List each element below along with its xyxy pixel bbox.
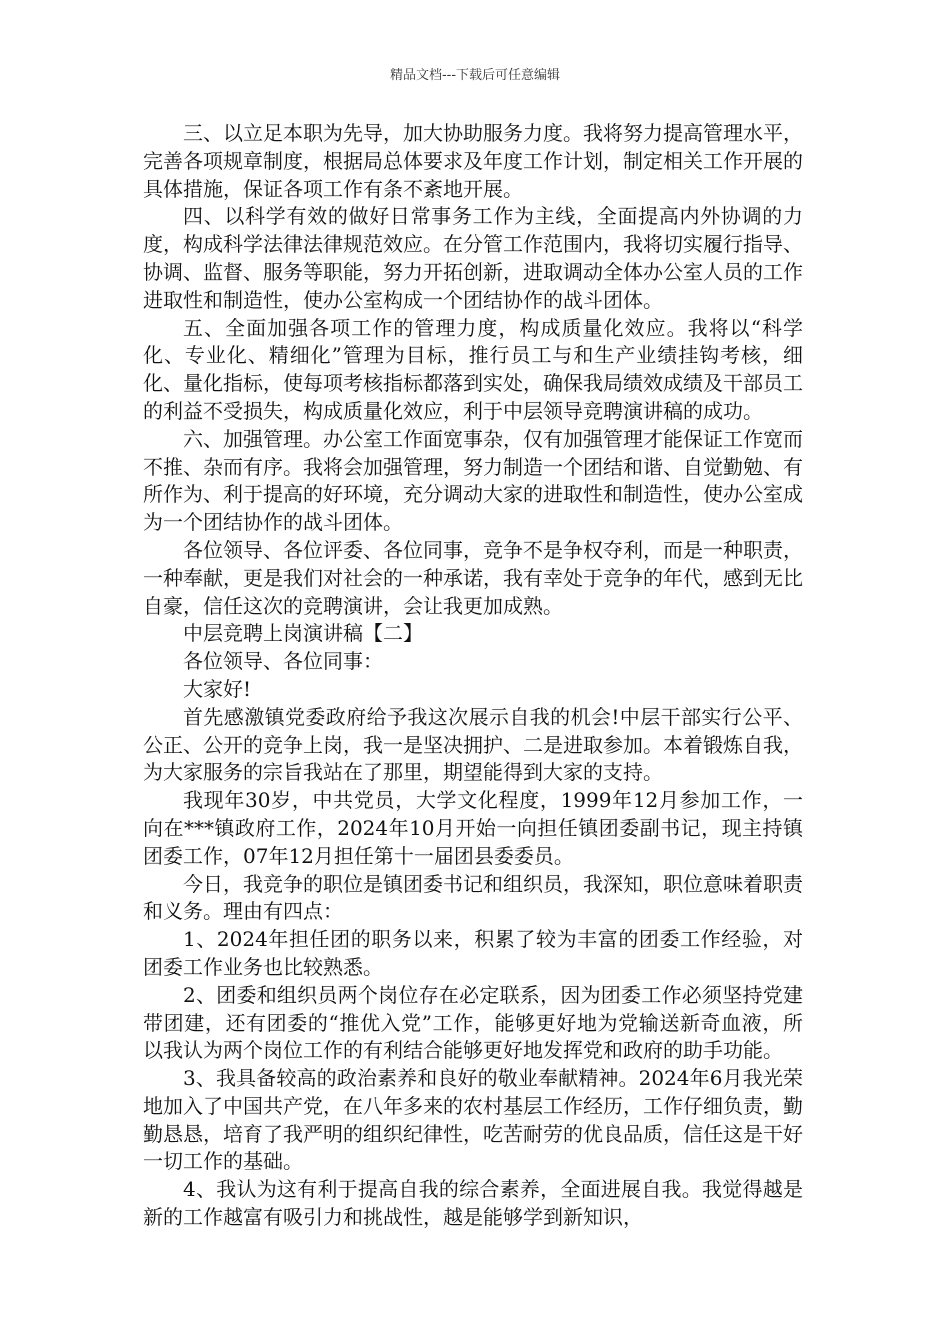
document-body: [143, 120, 803, 1232]
paragraph: 我现年30岁，中共党员，大学文化程度，1999年12月参加工作，一向在***镇政府工作，2024年10月开始一向担任镇团委副书记，现主持镇团委工作，07年12月担任第十一届团县委委员。: [143, 788, 803, 868]
paragraph: 五、全面加强各项工作的管理力度，构成质量化效应。我将以“科学化、专业化、精细化”管理为目标，推行员工与和生产业绩挂钩考核，细化、量化指标，使每项考核指标都落到实处，确保我局绩效成绩及干部员工的利益不受损失，构成质量化效应，利于中层领导竞聘演讲稿的成功。: [143, 315, 803, 423]
paragraph: 3、我具备较高的政治素养和良好的敬业奉献精神。2024年6月我光荣地加入了中国共产党，在八年多来的农村基层工作经历，工作仔细负责，勤勤恳恳，培育了我严明的组织纪律性，吃苦耐劳的优良品质，信任这是干好一切工作的基础。: [143, 1066, 803, 1174]
paragraph: 4、我认为这有利于提高自我的综合素养，全面进展自我。我觉得越是新的工作越富有吸引力和挑战性，越是能够学到新知识，: [143, 1177, 803, 1230]
paragraph: 1、2024年担任团的职务以来，积累了较为丰富的团委工作经验，对团委工作业务也比较熟悉。: [143, 927, 803, 979]
paragraph: 三、以立足本职为先导，加大协助服务力度。我将努力提高管理水平，完善各项规章制度，根据局总体要求及年度工作计划，制定相关工作开展的具体措施，保证各项工作有条不紊地开展。: [143, 121, 803, 201]
paragraph: 各位领导、各位评委、各位同事，竞争不是争权夺利，而是一种职责，一种奉献，更是我们对社会的一种承诺，我有幸处于竞争的年代，感到无比自豪，信任这次的竞聘演讲，会让我更加成熟。: [143, 537, 803, 618]
salutation: 各位领导、各位同事：: [183, 649, 383, 674]
paragraph: 2、团委和组织员两个岗位存在必定联系，因为团委工作必须坚持党建带团建，还有团委的“推优入党”工作，能够更好地为党输送新奇血液，所以我认为两个岗位工作的有利结合能够更好地发挥党和政府的助手功能。: [143, 982, 803, 1063]
greeting: 大家好!: [183, 676, 252, 701]
paragraph: 首先感激镇党委政府给予我这次展示自我的机会!中层干部实行公平、公正、公开的竞争上岗，我一是坚决拥护、二是进取参加。本着锻炼自我，为大家服务的宗旨我站在了那里，期望能得到大家的支持。: [143, 704, 803, 785]
section-heading: 中层竞聘上岗演讲稿【二】: [183, 621, 423, 646]
page-header: 精品文档---下载后可任意编辑: [389, 68, 561, 83]
paragraph: 四、以科学有效的做好日常事务工作为主线，全面提高内外协调的力度，构成科学法律法律规范效应。在分管工作范围内，我将切实履行指导、协调、监督、服务等职能，努力开拓创新，进取调动全体办公室人员的工作进取性和制造性，使办公室构成一个团结协作的战斗团体。: [143, 204, 803, 312]
paragraph: 六、加强管理。办公室工作面宽事杂，仅有加强管理才能保证工作宽而不推、杂而有序。我将会加强管理，努力制造一个团结和谐、自觉勤勉、有所作为、利于提高的好环境，充分调动大家的进取性和制造性，使办公室成为一个团结协作的战斗团体。: [143, 426, 803, 535]
paragraph: 今日，我竞争的职位是镇团委书记和组织员，我深知，职位意味着职责和义务。理由有四点：: [143, 871, 803, 924]
